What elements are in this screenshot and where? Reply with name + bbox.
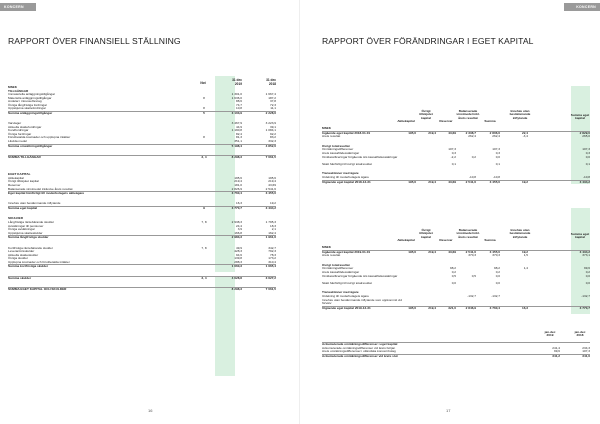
value-2018: 162,4 bbox=[268, 230, 276, 235]
column-header: Summa bbox=[484, 119, 496, 123]
column-header: jan-dec 2019 bbox=[544, 330, 556, 338]
row-spacer bbox=[8, 269, 276, 276]
cell-value: 2 806,6 bbox=[489, 130, 500, 135]
row-label: Ackumulerade omräkningsdifferenser vid årets början bbox=[322, 346, 396, 350]
value-2018: 173,2 bbox=[268, 256, 276, 261]
table-row bbox=[322, 180, 590, 185]
row-label: Ackumulerade omräkningsdifferenser i eget kapital bbox=[322, 343, 398, 346]
row-label: Transaktioner med ägare bbox=[322, 172, 359, 176]
cell-value: 22,4 bbox=[521, 130, 528, 135]
row-label: Skatt hänförligt till övrigt totalresultat bbox=[322, 281, 372, 285]
cell-value: 0,2 bbox=[451, 269, 456, 274]
cell-value: 219,4 bbox=[428, 305, 436, 310]
col-2018-header: 31 dec 2018 bbox=[266, 78, 276, 86]
cell-value: -3,4 bbox=[522, 134, 528, 139]
cell-value: 219,4 bbox=[428, 249, 436, 254]
equity-table-2019 bbox=[322, 246, 590, 310]
row-label: Årets resultat bbox=[322, 254, 341, 258]
value-2019: 428,3 bbox=[234, 249, 242, 254]
column-header: Summa eget kapital bbox=[570, 113, 590, 121]
row-label: Summa kortfristiga skulder bbox=[8, 264, 49, 269]
row-label: Transaktioner med ägare bbox=[322, 291, 359, 295]
value-2018: 792,3 bbox=[268, 249, 276, 254]
value-2018: 19,2 bbox=[269, 201, 276, 206]
column-header: Summa bbox=[484, 238, 496, 242]
col-2019-header: 31 dec 2019 bbox=[232, 78, 242, 86]
cell-value: 1,5 bbox=[523, 253, 528, 258]
value-2019: 3 760,4 bbox=[231, 191, 242, 196]
value-2019: 44,9 bbox=[235, 124, 242, 129]
value-2018: 11,1 bbox=[270, 106, 276, 111]
cell-value: 262,4 bbox=[468, 134, 476, 139]
row-label: Eget kapital hänförligt till moderbolagets aktieägare bbox=[8, 191, 85, 196]
row-label: MSEK bbox=[8, 85, 17, 89]
row-label: Omklassificeringar förgående års kassaflödessäkringar bbox=[322, 155, 398, 159]
cell-value: 0,1 bbox=[495, 161, 500, 166]
row-label: Förutbetalda kostnader och upplupna intäkter bbox=[8, 135, 71, 140]
note-column-header: Not bbox=[200, 81, 206, 85]
row-note: 9 bbox=[203, 206, 205, 211]
value-2018: 7 061,5 bbox=[265, 154, 276, 159]
value-2019: 8 298,3 bbox=[231, 287, 242, 292]
value-2018: 92,2 bbox=[269, 131, 276, 136]
cell-value: 0,0 bbox=[495, 273, 500, 278]
cell-value: 2 829,0 bbox=[579, 130, 590, 135]
value-2019: 2 826,9 bbox=[231, 186, 242, 191]
row-label: Summa långfristiga skulder bbox=[8, 235, 49, 240]
row-label: Andelar i intresseföretag bbox=[8, 99, 42, 104]
value-2019: 5 198,4 bbox=[231, 143, 242, 148]
value-2018: 3 455,0 bbox=[265, 191, 276, 196]
page-number-left: 16 bbox=[148, 408, 153, 413]
value-2018: 2 541,6 bbox=[265, 186, 276, 191]
value-2019: 8 298,3 bbox=[231, 154, 242, 159]
cell-value: 98,2 bbox=[493, 266, 500, 271]
row-label: Leverantörsskulder bbox=[8, 249, 35, 254]
cell-value: -132,7 bbox=[467, 293, 476, 298]
value-2019: 24,4 bbox=[235, 223, 242, 228]
row-label: Aktuella skatteskulder bbox=[8, 252, 39, 257]
row-label: Immateriella anläggningstillgångar bbox=[8, 92, 55, 97]
row-label: Upplupna kostnader och förutbetalda intäkter bbox=[8, 259, 70, 264]
row-label: Aktuella skattefordringar bbox=[8, 124, 42, 129]
row-label: Övriga långfristiga fordringar bbox=[8, 102, 48, 107]
cell-value: 0,3 bbox=[585, 150, 590, 155]
row-label: Balanserade vinstmedel inklusive årets resultat bbox=[8, 186, 73, 191]
value-2018: 1 667,4 bbox=[265, 92, 276, 97]
row-label: Övriga avsättningar bbox=[8, 227, 35, 232]
column-header: Innehav utan bestämmande inflytande bbox=[509, 228, 531, 239]
table-row bbox=[322, 306, 590, 311]
equity-table-2018 bbox=[322, 127, 590, 184]
row-label: Ingående eget kapital 2018-01-01 bbox=[322, 131, 371, 135]
cell-value: 19,2 bbox=[521, 249, 528, 254]
row-label: Skatt hänförligt till övrigt totalresultat bbox=[322, 162, 372, 166]
cell-value: 0,0 bbox=[585, 273, 590, 278]
cell-value: 219,4 bbox=[428, 179, 436, 184]
column-header: Balanserade vinstmedel inkl. årets resultat bbox=[456, 109, 480, 120]
row-label: Årets kassaflödessäkringar bbox=[322, 151, 360, 155]
cell-value: 0,0 bbox=[585, 154, 590, 159]
cell-value: 0,3 bbox=[495, 150, 500, 155]
cell-value: 3 434,2 bbox=[579, 249, 590, 254]
column-header: jan-dec 2018 bbox=[574, 330, 586, 338]
cell-value: 321,0 bbox=[448, 305, 456, 310]
value-2018: 310,4 bbox=[268, 259, 276, 264]
value-2018: 187,2 bbox=[268, 95, 276, 100]
value-2018: 342,7 bbox=[268, 245, 276, 250]
cell-value: 0,2 bbox=[495, 269, 500, 274]
value-2018: 332,3 bbox=[268, 139, 276, 143]
cell-value: 3 770,7 bbox=[579, 305, 590, 310]
cell-value: -10,8 bbox=[492, 174, 500, 179]
cell-value: 234,3 bbox=[582, 345, 590, 350]
cell-value: 107,3 bbox=[582, 349, 590, 354]
value-2019: 2 938,3 bbox=[231, 220, 242, 225]
row-label: Årets kassaflödessäkringar bbox=[322, 270, 360, 274]
cell-value: -2,2 bbox=[450, 154, 456, 159]
row-label: Ackumulerade omräkningsdifferenser vid årets slut bbox=[322, 354, 398, 358]
value-2018: 4 852,0 bbox=[265, 143, 276, 148]
page-gutter bbox=[299, 0, 300, 424]
cell-value: 99,6 bbox=[553, 349, 560, 354]
cell-value: 2 338,7 bbox=[465, 130, 476, 135]
cell-value: 0,0 bbox=[495, 154, 500, 159]
cell-value: 341,2 bbox=[552, 353, 560, 358]
value-2018: 37,8 bbox=[269, 99, 276, 104]
cell-value: 0,3 bbox=[451, 150, 456, 155]
row-label: TILLGÅNGAR bbox=[8, 88, 29, 93]
row-label: Aktiekapital bbox=[8, 175, 24, 180]
cell-value: 195,6 bbox=[408, 249, 416, 254]
value-2019: 3 467,9 bbox=[231, 121, 242, 126]
row-label: Utdelning till moderbolagets ägare bbox=[322, 294, 369, 298]
value-2019: 3,9 bbox=[237, 227, 242, 232]
cell-value: 2 846,9 bbox=[465, 305, 476, 310]
section-tag-left: KONCERN bbox=[0, 3, 36, 11]
row-label: Omräkningsdifferenser bbox=[322, 267, 354, 271]
cell-value: 0,5 bbox=[451, 273, 456, 278]
value-2018: 2 228,6 bbox=[265, 110, 276, 115]
balance-sheet-table bbox=[8, 86, 276, 292]
cell-value: 195,6 bbox=[408, 179, 416, 184]
cell-value: -132,7 bbox=[581, 293, 590, 298]
value-2018: 3 434,2 bbox=[265, 206, 276, 211]
row-label: Materiella anläggningstillgångar bbox=[8, 95, 52, 100]
cell-value: 107,3 bbox=[492, 147, 500, 152]
row-note: 3, 4 bbox=[201, 275, 207, 280]
value-2018: 3 627,2 bbox=[265, 275, 276, 280]
value-2019: 219,4 bbox=[234, 179, 242, 184]
row-label: Summa omsättningstillgångar bbox=[8, 143, 53, 148]
cell-value: 2 541,6 bbox=[465, 249, 476, 254]
value-2019: 4 628,8 bbox=[231, 275, 242, 280]
cell-value: 195,6 bbox=[408, 130, 416, 135]
row-label: Omräkningsdifferenser bbox=[322, 148, 354, 152]
cell-value: -10,8 bbox=[582, 174, 590, 179]
cell-value: 1,4 bbox=[523, 266, 528, 271]
value-2019: 1 636,0 bbox=[231, 95, 242, 100]
row-label: MSEK bbox=[322, 246, 331, 249]
value-2019: 195,6 bbox=[234, 175, 242, 180]
equity-changes-title: RAPPORT ÖVER FÖRÄNDRINGAR I EGET KAPITAL bbox=[322, 36, 534, 46]
column-header: Aktiekapital bbox=[397, 119, 415, 123]
value-2018: 219,4 bbox=[268, 179, 276, 184]
value-2019: 81,3 bbox=[235, 135, 242, 140]
column-header: Innehav utan bestämmande inflytande bbox=[509, 109, 531, 120]
row-spacer bbox=[8, 166, 276, 173]
value-2019: 166,8 bbox=[234, 230, 242, 235]
row-label: SUMMA TILLGÅNGAR bbox=[8, 154, 41, 159]
cell-value: 107,3 bbox=[582, 147, 590, 152]
cell-value: -10,8 bbox=[468, 174, 476, 179]
cell-value: 373,1 bbox=[582, 253, 590, 258]
row-note: 7, 8 bbox=[201, 245, 207, 250]
cell-value: 43,69 bbox=[448, 249, 456, 254]
value-2018: 43,69 bbox=[268, 182, 276, 187]
row-label: Summa skulder bbox=[8, 275, 32, 280]
row-label: Uppskjutna skattefordringar bbox=[8, 106, 46, 111]
cell-value: 262,4 bbox=[492, 134, 500, 139]
cell-value: 0,1 bbox=[585, 161, 590, 166]
column-header: Reserver bbox=[439, 119, 453, 123]
cell-value: 219,4 bbox=[428, 130, 436, 135]
row-label: Övriga fordringar bbox=[8, 131, 32, 136]
row-label: Summa eget kapital bbox=[8, 206, 38, 211]
row-label: Långfristiga räntebärande skulder bbox=[8, 220, 55, 225]
row-spacer bbox=[8, 148, 276, 155]
value-2019: 1 190,8 bbox=[231, 128, 242, 133]
row-label: Kundfordringar bbox=[8, 128, 29, 133]
table-row bbox=[322, 354, 590, 359]
value-2019: 1 660,3 bbox=[231, 264, 242, 269]
row-note: 8 bbox=[203, 135, 205, 140]
value-2018: 39,1 bbox=[269, 124, 276, 129]
row-label: SUMMA EGET KAPITAL OCH SKULDER bbox=[8, 287, 67, 292]
table-row bbox=[322, 275, 590, 282]
cell-value: 3 455,0 bbox=[489, 249, 500, 254]
cell-value: 370,3 bbox=[492, 253, 500, 258]
value-2018: 1 795,3 bbox=[265, 220, 276, 225]
value-2018: 7 061,5 bbox=[265, 287, 276, 292]
row-label: Årets omräkningsdifferenser i utländska koncernbolag bbox=[322, 350, 396, 354]
row-label: Reserver bbox=[8, 182, 21, 187]
row-label: MSEK bbox=[322, 127, 331, 130]
cell-value: 0,0 bbox=[585, 280, 590, 285]
cell-value: 2 541,6 bbox=[465, 179, 476, 184]
cell-value: 98,2 bbox=[449, 266, 456, 271]
row-label: Kortfristiga räntebärande skulder bbox=[8, 245, 53, 250]
row-label: EGET KAPITAL bbox=[8, 172, 31, 177]
column-header: Reserver bbox=[439, 238, 453, 242]
row-note: 7, 8 bbox=[201, 220, 207, 225]
table-row bbox=[8, 287, 276, 292]
row-note: 8 bbox=[203, 95, 205, 100]
column-header: Övrigt tillskjutet kapital bbox=[419, 109, 433, 120]
row-label: Avsättningar till pensioner bbox=[8, 223, 44, 228]
column-header: Balanserade vinstmedel inkl. årets resultat bbox=[456, 228, 480, 239]
cell-value: 19,2 bbox=[521, 179, 528, 184]
cell-value: 3 434,2 bbox=[579, 179, 590, 184]
column-header: Summa eget kapital bbox=[570, 232, 590, 240]
row-label: Årets resultat bbox=[322, 135, 341, 139]
cell-value: -132,7 bbox=[491, 293, 500, 298]
value-2019: 1 301,0 bbox=[231, 92, 242, 97]
value-2019: 351,1 bbox=[234, 139, 242, 143]
cell-value: 3 455,0 bbox=[489, 179, 500, 184]
table-row bbox=[322, 299, 590, 306]
cell-value: 0,2 bbox=[471, 154, 476, 159]
row-label: Ingående eget kapital 2019-01-01 bbox=[322, 250, 371, 254]
row-label: Innehav utan bestämmande inflytande som uppkommit vid förvärv bbox=[322, 298, 402, 306]
cell-value: 195,6 bbox=[408, 305, 416, 310]
cell-value: 43,69 bbox=[448, 179, 456, 184]
value-2018: 72,3 bbox=[269, 102, 276, 107]
cell-value: 0,1 bbox=[451, 161, 456, 166]
value-2019: 16,3 bbox=[235, 201, 242, 206]
row-note: 5 bbox=[203, 110, 205, 115]
value-2019: 74,7 bbox=[235, 102, 242, 107]
value-2018: 3 223,9 bbox=[265, 121, 276, 126]
value-2019: 288,3 bbox=[234, 259, 242, 264]
row-note: 8 bbox=[203, 106, 205, 111]
cell-value: 3 760,4 bbox=[489, 305, 500, 310]
section-tag-right: KONCERN bbox=[564, 3, 600, 11]
cell-value: 0,2 bbox=[585, 269, 590, 274]
value-2019: 139,8 bbox=[234, 256, 242, 261]
value-2019: 3 770,7 bbox=[231, 206, 242, 211]
cell-value: 99,6 bbox=[583, 266, 590, 271]
page-number-right: 17 bbox=[446, 408, 451, 413]
balance-sheet-title: RAPPORT ÖVER FINANSIELL STÄLLNING bbox=[8, 36, 181, 46]
column-header: Aktiekapital bbox=[397, 238, 415, 242]
cell-value: 0,0 bbox=[495, 280, 500, 285]
value-2018: 83,2 bbox=[269, 135, 276, 140]
row-spacer bbox=[8, 280, 276, 287]
row-label: Övrigt tillskjutet kapital bbox=[8, 179, 39, 184]
value-2018: 1 665,4 bbox=[265, 264, 276, 269]
value-2019: 88,6 bbox=[235, 99, 242, 104]
row-label: Utgående eget kapital 2019-12-31 bbox=[322, 306, 371, 310]
cell-value: 107,3 bbox=[448, 147, 456, 152]
row-label: Utdelning till moderbolagets ägare bbox=[322, 175, 369, 179]
value-2018: 195,6 bbox=[268, 175, 276, 180]
row-spacer bbox=[8, 211, 276, 218]
row-note: 3, 4 bbox=[201, 154, 207, 159]
cell-value: 0,0 bbox=[451, 280, 456, 285]
value-2019: 49,9 bbox=[235, 245, 242, 250]
row-label: Övrigt totalresultat bbox=[322, 263, 350, 267]
row-label: Övrigt totalresultat bbox=[322, 144, 350, 148]
cell-value: 0,5 bbox=[471, 273, 476, 278]
cell-value: 265,0 bbox=[582, 134, 590, 139]
row-label: Omklassificeringar förgående års kassaflödessäkringar bbox=[322, 274, 398, 278]
value-2018: 1 961,6 bbox=[265, 235, 276, 240]
row-label: Utgående eget kapital 2018-12-31 bbox=[322, 180, 371, 184]
value-2019: 94,6 bbox=[235, 252, 242, 257]
value-2018: 2,1 bbox=[271, 227, 276, 232]
value-2019: 10,8 bbox=[235, 106, 242, 111]
value-2018: 1 084,1 bbox=[265, 128, 276, 133]
table-row bbox=[322, 156, 590, 163]
cell-value: 241,4 bbox=[552, 345, 560, 350]
column-header: Övrigt tillskjutet kapital bbox=[419, 228, 433, 239]
row-label: SKULDER bbox=[8, 216, 23, 221]
value-2019: 3 103,9 bbox=[231, 110, 242, 115]
cell-value: 43,69 bbox=[448, 130, 456, 135]
value-2019: 181,0 bbox=[234, 182, 242, 187]
row-label: Likvida medel bbox=[8, 139, 27, 143]
row-label: Uppskjutna skatteskulder bbox=[8, 230, 43, 235]
row-label: Innehav utan bestämmande inflytande bbox=[8, 201, 61, 206]
translation-differences-table bbox=[322, 342, 590, 358]
row-label: Övriga skulder bbox=[8, 256, 28, 261]
cell-value: 370,3 bbox=[468, 253, 476, 258]
row-label: Varulager bbox=[8, 121, 22, 126]
value-2019: 82,4 bbox=[235, 131, 242, 136]
value-2018: 78,3 bbox=[269, 252, 276, 257]
row-label: Summa anläggningstillgångar bbox=[8, 110, 53, 115]
cell-value: 341,6 bbox=[582, 353, 590, 358]
value-2018: 18,3 bbox=[269, 223, 276, 228]
cell-value: 16,3 bbox=[521, 305, 528, 310]
value-2019: 2 983,3 bbox=[231, 235, 242, 240]
row-spacer bbox=[8, 160, 276, 167]
